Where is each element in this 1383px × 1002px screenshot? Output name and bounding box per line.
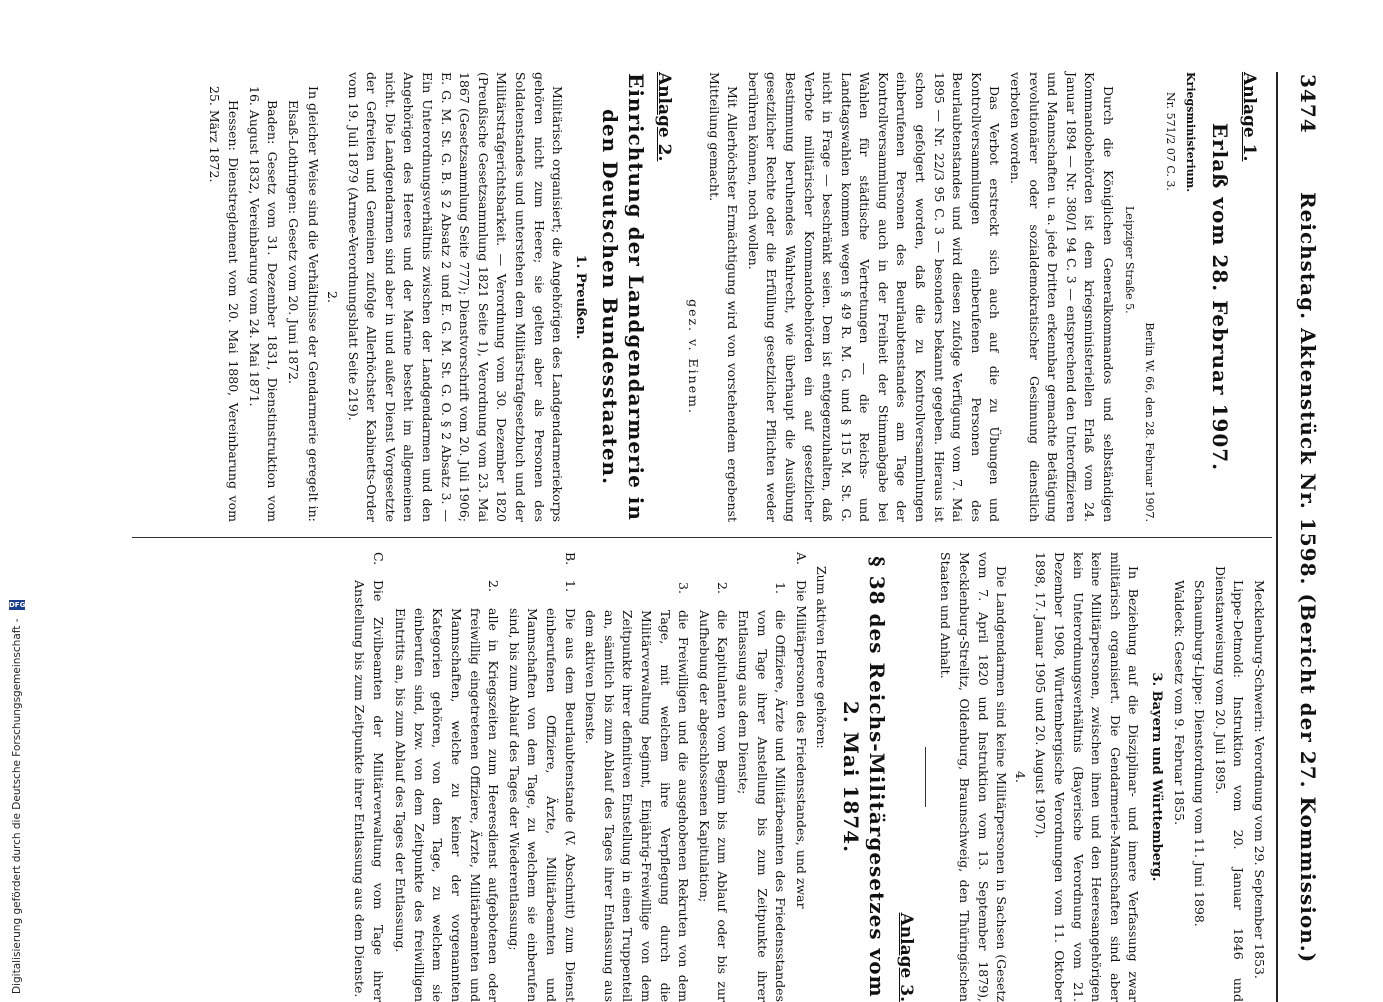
street-address: Leipziger Straße 5. bbox=[1122, 206, 1136, 314]
list-marker: 1. bbox=[562, 580, 578, 592]
section-2-heading: 2. bbox=[325, 291, 341, 303]
right-column bbox=[347, 552, 1268, 1002]
list-item-text: die Kapitulanten vom Beginn bis zum Ablauf oder bis zur Aufhebung der abgeschlossenen Kapitulation; bbox=[696, 610, 731, 1002]
section-3-text: In Beziehung auf die Disziplinar- und innere Verfassung zwar militärisch organisiert. Die Gendarmerie-Mannschaften sind aber keine Militärpersonen, zwischen ihnen und den Heeresangehörigen kein Unterordnungsverhältnis (Bayerische Verordnung vom 21. Dezember 1908, Württembergische Verordnungen vom 11. Oktober 1898, 17. Januar 1905 und 20. August 1907). bbox=[1033, 552, 1142, 1002]
list-item bbox=[733, 552, 789, 1002]
section-3-heading: 3. Bayern und Württemberg. bbox=[1149, 672, 1165, 882]
scanned-page bbox=[70, 72, 1330, 1002]
list-c bbox=[349, 552, 386, 1002]
reference-number: Nr. 571/2 07 C. 3. bbox=[1163, 92, 1177, 191]
list-marker: 2. bbox=[486, 580, 502, 592]
paragraph-1: Durch die Königlichen Generalkommandos und selbständigen Kommandobehörden ist dem kriegsministeriellen Erlaß vom 24. Januar 1894 — Nr. 380/1 94 C. 3 — entsprechend den Unteroffizieren und Mannschaften u. a. jede Dritten erkennbar gemachte Betätigung revolutionärer oder sozialdemokratischer Gesinnung dienstlich verboten worden. bbox=[1008, 72, 1117, 522]
separator-rule bbox=[925, 747, 926, 807]
paragraph-3: Mit Allerhöchster Ermächtigung wird von vorstehendem ergebenst Mitteilung gemacht. bbox=[706, 72, 741, 522]
list-marker: 2. bbox=[715, 582, 731, 594]
paragraph-2: Das Verbot erstreckt sich auch auf die zu Übungen und Kontrollversammlungen einberufenen Personen des Beurlaubtenstandes und wird diesen zufolge Verfügung vom 7. Mai 1895 — Nr. 22/3 95 C. 3 — besonders bekannt gegeben. Hieraus ist schon gefolgert worden, daß die zu Kontrollversammlungen einberufenen Personen des Beurlaubtenstandes am Tage der Kontrollversammlung auch in der Freiheit der Stimmabgabe bei Wahlen für städtische Vertretungen — die Reichs- und Landtagswahlen kommen wegen § 49 R. M. G. und § 115 M. St. G. nicht in Frage — beschränkt seien. Dem ist entgegenzuhalten, daß Verbote militärischer Kommandobehörden ein auf gesetzlicher Bestimmung beruhendes Wahlrecht, wie überhaupt die Ausübung gesetzlicher Rechte oder die Erfüllung gesetzlicher Pflichten weder berühren können, noch wollen. bbox=[745, 72, 1003, 522]
section-2-text: In gleicher Weise sind die Verhältnisse der Gendarmerie geregelt in: bbox=[306, 86, 322, 522]
heading-anlage-1: Anlage 1. bbox=[1239, 72, 1259, 162]
list-item: Lippe-Detmold: Instruktion vom 20. Januar 1846 und Dienstanweisung vom 20. Juli 1895. bbox=[1212, 566, 1247, 1002]
digitization-credit bbox=[9, 597, 26, 994]
list-item: Hessen: Dienstreglement vom 20. Mai 1880, Vereinbarung vom 25. März 1872. bbox=[207, 86, 242, 522]
list-item-text: alle in Kriegszeiten zum Heeresdienst aufgebotenen oder freiwillig eingetretenen Offiziere, Ärzte, Militärbeamten und Mannschaften, welche zu keiner der vorgenannten Kategorien gehören, von dem Tage, zu welchem sie einberufen sind, bzw. von dem Zeitpunkte des freiwilligen Eintritts an, bis zum Ablauf des Tages der Entlassung. bbox=[393, 608, 502, 1002]
intro-text: Zum aktiven Heere gehören: bbox=[814, 566, 830, 749]
list-marker: 1. bbox=[773, 582, 789, 594]
page-header bbox=[1276, 72, 1330, 1002]
place-date: Berlin W. 66, den 28. Februar 1907. bbox=[1143, 322, 1157, 522]
list-item: Schaumburg-Lippe: Dienstordnung vom 11. Juni 1898. bbox=[1192, 580, 1208, 927]
sidebar bbox=[0, 0, 26, 1000]
einrichtung-title: Einrichtung der Landgendarmerie in den Deutschen Bundesstaaten. bbox=[597, 73, 648, 521]
list-item-text: die Offiziere, Ärzte und Militärbeamten des Friedensstandes vom Tage ihrer Anstellung bis zum Zeitpunkte ihrer Entlassung aus dem Dienste; bbox=[735, 610, 789, 1002]
list-item-text: Die aus dem Beurlaubtenstande (V. Abschnitt) zum Dienst einberufenen Offiziere, Ärzte, Militärbeamten und Mannschaften von dem Tage, zu welchem sie einberufen sind, bis zum Ablauf des Tages der Wiederentlassung; bbox=[506, 608, 578, 1002]
erlass-title: Erlaß vom 28. Februar 1907. bbox=[1208, 122, 1233, 472]
list-marker: C. bbox=[370, 552, 386, 566]
heading-anlage-3: Anlage 3. bbox=[895, 912, 916, 1002]
list-marker: A. bbox=[793, 552, 809, 566]
list-item bbox=[504, 580, 578, 1002]
credit-text: Digitalisierung gefördert durch die Deutsche Forschungsgemeinschaft - bbox=[11, 618, 23, 994]
list-item: Elsaß-Lothringen: Gesetz vom 20. Juni 1872. bbox=[285, 100, 301, 385]
ministry-label: Kriegsministerium. bbox=[1184, 72, 1198, 193]
list-a bbox=[791, 552, 810, 1002]
list-item: Mecklenburg-Schwerin: Verordnung vom 29. September 1853. bbox=[1252, 580, 1267, 979]
list-item-text: die Freiwilligen und die ausgehobenen Rekruten von dem Tage, mit welchem ihre Verpflegung durch die Militärverwaltung beginnt, Einjährig-Freiwillige von dem Zeitpunkte ihrer definitiven Einstellung in einen Truppenteil an, sämtlich bis zum Ablauf des Tages ihrer Entlassung aus dem aktiven Dienste. bbox=[583, 610, 692, 1002]
list-a-text: Die Militärpersonen des Friedensstandes, und zwar bbox=[793, 580, 809, 909]
list-b-body bbox=[389, 580, 579, 1002]
list-marker: 3. bbox=[676, 582, 692, 594]
list-item bbox=[581, 552, 693, 1002]
column-divider bbox=[132, 537, 1272, 538]
section-4-text: Die Landgendarmen sind keine Militärpersonen in Sachsen (Gesetz vom 7. April 1820 und Instruktion vom 13. September 1879), Mecklenburg-Strelitz, Oldenburg, Braunschweig, den Thüringischen Staaten und Anhalt. bbox=[938, 552, 1010, 1002]
list-item: Waldeck: Gesetz vom 9. Februar 1855. bbox=[1171, 580, 1187, 826]
page-number: 3474 bbox=[1296, 74, 1320, 134]
section-4-heading: 4. bbox=[1012, 771, 1028, 783]
paragraph-38-title: § 38 des Reichs-Militärgesetzes vom 2. Mai 1874. bbox=[839, 556, 890, 998]
heading-anlage-2: Anlage 2. bbox=[654, 72, 675, 162]
list-b bbox=[389, 552, 579, 1002]
list-marker: B. bbox=[562, 552, 578, 566]
signature: gez. v. Einem. bbox=[685, 299, 701, 415]
left-column bbox=[203, 72, 1268, 522]
running-head: Reichstag. Aktenstück Nr. 1598. (Bericht der 27. Kommission.) bbox=[1296, 192, 1320, 964]
list-item bbox=[391, 580, 503, 1002]
list-c-text: Die Zivilbeamten der Militärverwaltung vom Tage ihrer Anstellung bis zum Zeitpunkte ihrer Entlassung aus dem Dienste. bbox=[352, 580, 386, 1002]
dfg-logo-icon: DFG bbox=[9, 601, 26, 610]
list-item bbox=[694, 552, 731, 1002]
section-1-text: Militärisch organisiert; die Angehörigen des Landgendarmeriekorps gehören nicht zum Heere; sie gelten aber als Personen des Soldatenstandes und unterstehen dem Militärstrafgesetzbuch und der Militärstrafgerichtsbarkeit. — Verordnung vom 30. Dezember 1820 (Preußische Gesetzsammlung 1821 Seite 1), Verordnung vom 23. Mai 1867 (Gesetzsammlung Seite 777); Dienstvorschrift vom 20. Juli 1906; E. G. M. St. G. B. § 2 Absatz 2 und E. G. M. St. G. O. § 2 Absatz 3. — Ein Unterordnungsverhältnis zwischen der Landgendarmen und den Angehörigen des Heeres und der Marine besteht im allgemeinen nicht. Die Landgendarmen sind aber in und außer Dienst Vorgesetzte der Gefreiten und Gemeinen zufolge Allerhöchster Kabinetts-Order vom 19. Juli 1879 (Armee-Verordnungsblatt Seite 219). bbox=[345, 72, 566, 522]
section-1-heading: 1. Preußen. bbox=[572, 254, 588, 340]
list-item: Baden: Gesetz vom 31. Dezember 1831, Dienstinstruktion vom 16. August 1832, Vereinbarung vom 24. Mai 1871. bbox=[246, 86, 281, 522]
